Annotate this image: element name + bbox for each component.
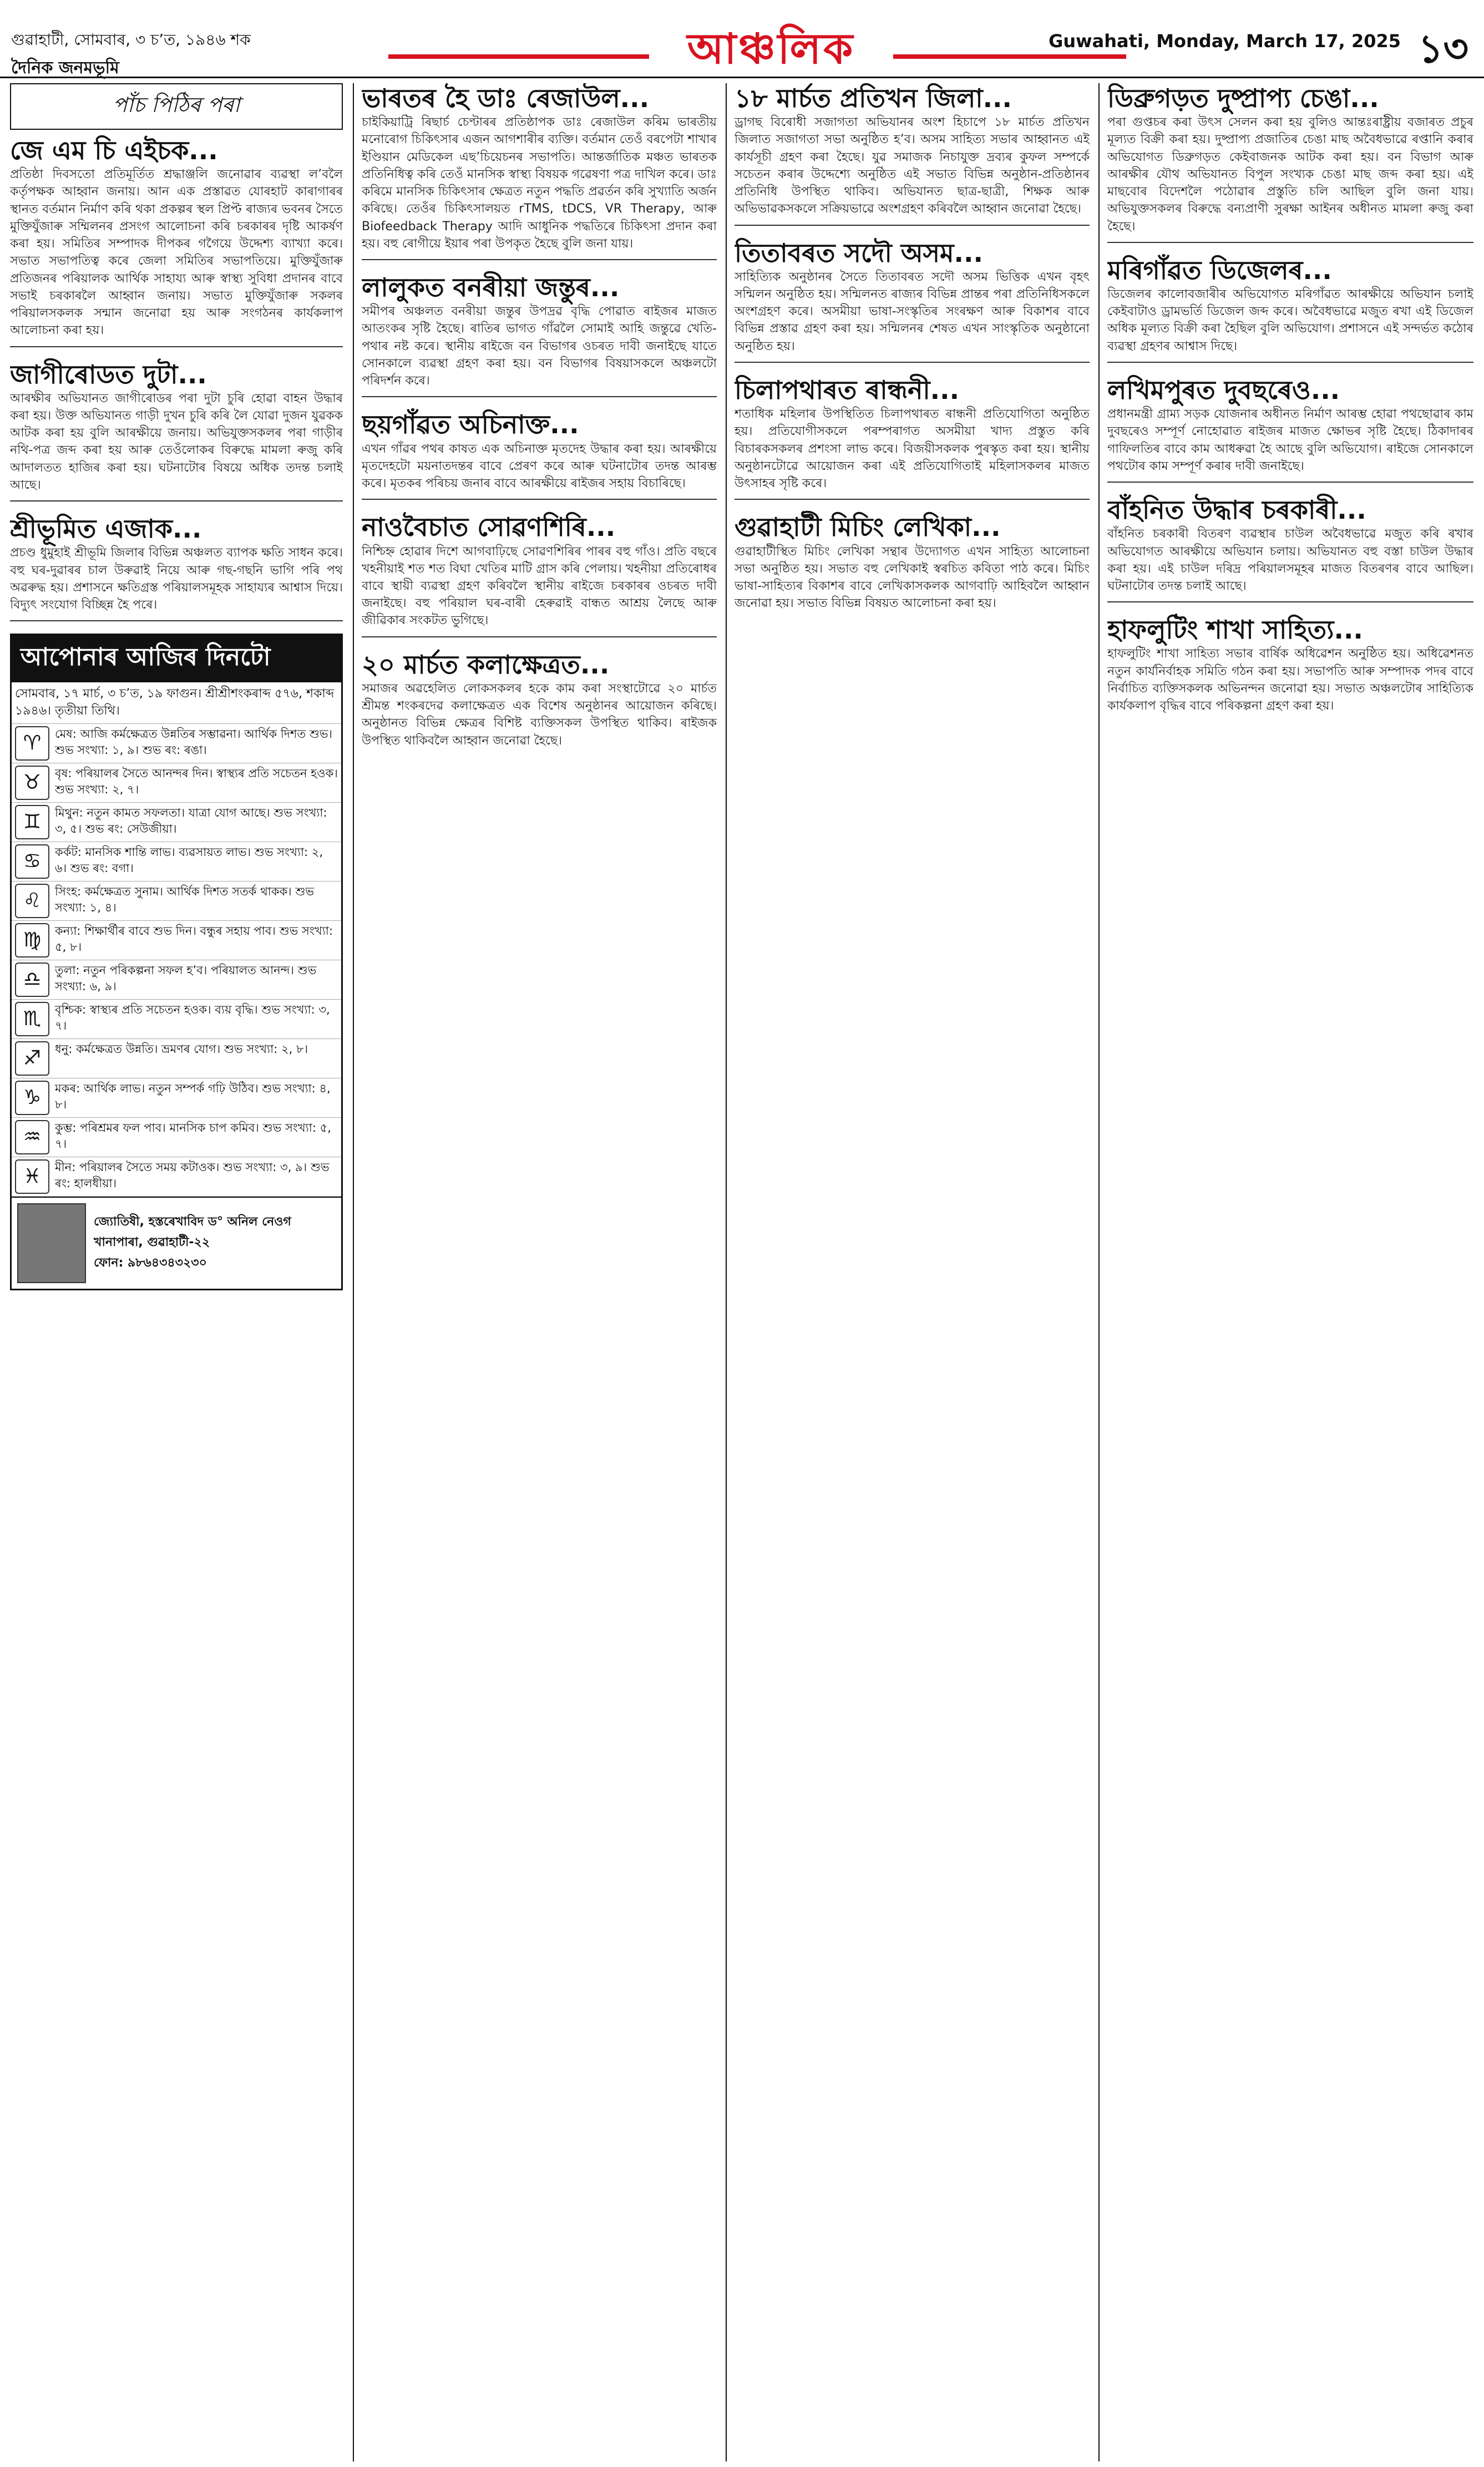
horoscope-item xyxy=(12,1118,341,1157)
zodiac-icon: ♊ xyxy=(15,805,49,839)
article-body: নিশ্চিহ্ন হোৱাৰ দিশে আগবাঢ়িছে সোৱণশিৰিৰ পাৰৰ বহু গাঁও। প্ৰতি বছৰে খহনীয়াই শত শত বিঘা খেতিৰ মাটি গ্ৰাস কৰি পেলায়। খহনীয়া প্ৰতিৰোধৰ বাবে স্থায়ী ব্যৱস্থা গ্ৰহণ কৰিবলৈ স্থানীয় ৰাইজে চৰকাৰৰ ওচৰত দাবী জনাইছে। বহু পৰিয়াল ঘৰ-বাৰী হেৰুৱাই বান্ধত আশ্ৰয় লৈছে আৰু জীৱিকাৰ সংকটত ভুগিছে। xyxy=(362,544,717,628)
headline: ২০ মাৰ্চত কলাক্ষেত্ৰত... xyxy=(362,649,610,680)
horoscope-text: সিংহ: কৰ্মক্ষেত্ৰত সুনাম। আৰ্থিক দিশত সতৰ্ক থাকক। শুভ সংখ্যা: ১, ৪। xyxy=(55,884,315,914)
horoscope-text: বৃষ: পৰিয়ালৰ সৈতে আনন্দৰ দিন। স্বাস্থ্যৰ প্ৰতি সচেতন হওক। শুভ সংখ্যা: ২, ৭। xyxy=(55,766,338,796)
column-divider xyxy=(1098,83,1100,2461)
horoscope-item xyxy=(12,724,341,763)
article-body: প্ৰধানমন্ত্ৰী গ্ৰাম্য সড়ক যোজনাৰ অধীনত নিৰ্মাণ আৰম্ভ হোৱা পথছোৱাৰ কাম দুবছৰেও সম্পূৰ্ণ নোহোৱাত ৰাইজৰ মাজত ক্ষোভৰ সৃষ্টি হৈছে। ঠিকাদাৰৰ গাফিলতিৰ বাবে কাম আধৰুৱা হৈ আছে বুলি অভিযোগ। ৰাইজে সোনকালে পথটোৰ কাম সম্পূৰ্ণ কৰাৰ দাবী জনাইছে। xyxy=(1107,407,1473,473)
article xyxy=(10,514,343,621)
zodiac-icon: ♒ xyxy=(15,1120,49,1154)
article xyxy=(1107,615,1473,721)
masthead-rule-right xyxy=(893,54,1126,59)
zodiac-icon: ♏ xyxy=(15,1002,49,1036)
zodiac-icon: ♓ xyxy=(15,1159,49,1194)
header-rule xyxy=(0,77,1484,78)
column-1 xyxy=(10,83,343,2461)
article xyxy=(10,359,343,502)
column-divider xyxy=(726,83,727,2461)
article xyxy=(10,135,343,347)
article-body: সমাজৰ অৱহেলিত লোকসকলৰ হকে কাম কৰা সংস্থাটোৱে ২০ মাৰ্চত শ্ৰীমন্ত শংকৰদেৱ কলাক্ষেত্ৰত এক বিশেষ অনুষ্ঠানৰ আয়োজন কৰিছে। অনুষ্ঠানত বিভিন্ন ক্ষেত্ৰৰ বিশিষ্ট ব্যক্তিসকল উপস্থিত থাকিব। ৰাইজক উপস্থিত থাকিবলৈ আহ্বান জনোৱা হৈছে। xyxy=(362,681,717,748)
headline: চিলাপথাৰত ৰান্ধনী... xyxy=(735,374,960,405)
headline: নাওবৈচাত সোৱণশিৰি... xyxy=(362,512,616,543)
astrologer-name: জ্যোতিষী, হস্তৰেখাবিদ ড° অনিল নেওগ xyxy=(94,1215,291,1229)
headline: মৰিগাঁৱত ডিজেলৰ... xyxy=(1107,255,1332,285)
headline: ১৮ মাৰ্চত প্ৰতিখন জিলা... xyxy=(735,83,1012,113)
astrologer-address: খানাপাৰা, গুৱাহাটী-২২ xyxy=(94,1235,210,1250)
horoscope-text: ধনু: কৰ্মক্ষেত্ৰত উন্নতি। ভ্ৰমণৰ যোগ। শুভ সংখ্যা: ২, ৮। xyxy=(55,1042,308,1056)
horoscope-text: কুম্ভ: পৰিশ্ৰমৰ ফল পাব। মানসিক চাপ কমিব। শুভ সংখ্যা: ৫, ৭। xyxy=(55,1121,331,1151)
horoscope-item xyxy=(12,960,341,1000)
article xyxy=(1107,255,1473,363)
horoscope-text: তুলা: নতুন পৰিকল্পনা সফল হ’ব। পৰিয়ালত আনন্দ। শুভ সংখ্যা: ৬, ৯। xyxy=(55,963,317,993)
horoscope-box xyxy=(10,634,343,1290)
zodiac-icon: ♍ xyxy=(15,923,49,958)
headline: ভাৰতৰ হৈ ডাঃ ৰেজাউল... xyxy=(362,83,650,113)
column-4 xyxy=(1107,83,1473,2461)
horoscope-item xyxy=(12,803,341,842)
article-body: প্ৰতিষ্ঠা দিবসতো প্ৰতিমূৰ্তিত শ্ৰদ্ধাঞ্জলি জনোৱাৰ ব্যৱস্থা ল’বলৈ কৰ্তৃপক্ষক আহ্বান জনায়। আন এক প্ৰস্তাৱত যোৰহাট কাৰাগাৰৰ স্থানত বৰ্তমান নিৰ্মাণ কৰি থকা প্ৰকল্পৰ স্থল প্ৰিপ্ট ৰাজ্যৰ ভবনৰ সৈতে মুক্তিযুঁজাৰু সম্মিলনৰ প্ৰসংগ আলোচনা কৰি চৰকাৰৰ দৃষ্টি আকৰ্ষণ কৰা হয়। সমিতিৰ সম্পাদক দীপকৰ গগৈয়ে উদ্দেশ্য ব্যাখ্যা কৰে। সভাত সভাপতিত্ব কৰে জেলা সমিতিৰ সভাপতিয়ে। মুক্তিযুঁজাৰু প্ৰতিজনৰ পৰিয়ালক আৰ্থিক সাহায্য আৰু স্বাস্থ্য সুবিধা প্ৰদানৰ বাবে সভাই চৰকাৰলৈ আহ্বান জনায়। সভাত মুক্তিযুঁজাৰু সকলৰ পৰিয়ালসকলক সন্মান জনোৱা হয় আৰু সংগঠনৰ কাৰ্যকলাপ আলোচনা কৰা হয়। xyxy=(10,168,343,338)
article-body: চাইকিয়াট্ৰি ৰিছাৰ্চ চেণ্টাৰৰ প্ৰতিষ্ঠাপক ডাঃ ৰেজাউল কৰিম ভাৰতীয় মনোৰোগ চিকিৎসাৰ এজন আগশাৰীৰ ব্যক্তি। বৰ্তমান তেওঁ বৰপেটা শাখাৰ ইণ্ডিয়ান মেডিকেল এছ’চিয়েচনৰ সভাপতি। আন্তৰ্জাতিক মঞ্চত ভাৰতক প্ৰতিনিধিত্ব কৰি তেওঁ মানসিক স্বাস্থ্য বিষয়ক গৱেষণা পত্ৰ দাখিল কৰে। ডাঃ কৰিমে মানসিক চিকিৎসাৰ ক্ষেত্ৰত নতুন পদ্ধতি প্ৰৱৰ্তন কৰি সুখ্যাতি অৰ্জন কৰিছে। তেওঁৰ চিকিৎসালয়ত rTMS, tDCS, VR Therapy, আৰু Biofeedback Therapy আদি আধুনিক পদ্ধতিৰে চিকিৎসা প্ৰদান কৰা হয়। বহু ৰোগীয়ে ইয়াৰ পৰা উপকৃত হৈছে বুলি জনা যায়। xyxy=(362,115,717,251)
article-body: আৰক্ষীৰ অভিযানত জাগীৰোডৰ পৰা দুটা চুৰি হোৱা বাহন উদ্ধাৰ কৰা হয়। উক্ত অভিযানত গাড়ী দুখন চুৰি কৰি লৈ যোৱা দুজন যুৱকক আটক কৰা হয় বুলি আৰক্ষীয়ে জনায়। অভিযুক্তসকলৰ পৰা গাড়ীৰ নথি-পত্ৰ জব্দ কৰা হয় আৰু তেওঁলোকৰ বিৰুদ্ধে মামলা ৰুজু কৰি আদালতত হাজিৰ কৰা হয়। ঘটনাটোৰ বিষয়ে অধিক তদন্ত চলাই আছে। xyxy=(10,391,343,492)
zodiac-icon: ♌ xyxy=(15,884,49,918)
article xyxy=(1107,83,1473,243)
article-body: প্ৰচণ্ড ধুমুহাই শ্ৰীভূমি জিলাৰ বিভিন্ন অঞ্চলত ব্যাপক ক্ষতি সাধন কৰে। বহু ঘৰ-দুৱাৰৰ চাল উৰুৱাই নিয়ে আৰু গছ-গছনি ভাগি পৰি পথ অৱৰুদ্ধ হয়। প্ৰশাসনে ক্ষতিগ্ৰস্ত পৰিয়ালসমূহক সাহায্যৰ আশ্বাস দিয়ে। বিদ্যুৎ সংযোগ বিচ্ছিন্ন হৈ পৰে। xyxy=(10,546,343,612)
article xyxy=(362,272,717,397)
zodiac-icon: ♑ xyxy=(15,1081,49,1115)
article xyxy=(362,650,717,756)
article xyxy=(735,375,1090,500)
horoscope-text: মিথুন: নতুন কামত সফলতা। যাত্ৰা যোগ আছে। শুভ সংখ্যা: ৩, ৫। শুভ ৰং: সেউজীয়া। xyxy=(55,806,327,835)
column-divider xyxy=(353,83,354,2461)
horoscope-item xyxy=(12,763,341,803)
astrologer-photo xyxy=(17,1203,86,1283)
headline: হাফলুটিং শাখা সাহিত্য... xyxy=(1107,615,1363,645)
article xyxy=(1107,375,1473,483)
astrologer-phone: ফোন: ৯৮৬৪৩৪৩২৩০ xyxy=(94,1256,207,1270)
horoscope-title: আপোনাৰ আজিৰ দিনটো xyxy=(12,635,341,682)
article-body: সাহিত্যিক অনুষ্ঠানৰ সৈতে তিতাবৰত সদৌ অসম ভিত্তিক এখন বৃহৎ সন্মিলন অনুষ্ঠিত হয়। সন্মিলনত ৰাজ্যৰ বিভিন্ন প্ৰান্তৰ পৰা প্ৰতিনিধিসকলে অংশগ্ৰহণ কৰে। অসমীয়া ভাষা-সংস্কৃতিৰ সংৰক্ষণ আৰু বিকাশৰ বাবে বিভিন্ন প্ৰস্তাৱ গ্ৰহণ কৰা হয়। সন্মিলনৰ শেষত এখন সাংস্কৃতিক অনুষ্ঠানো অনুষ্ঠিত হয়। xyxy=(735,270,1090,353)
headline: জাগীৰোডত দুটা... xyxy=(10,359,207,389)
horoscope-item xyxy=(12,1039,341,1078)
masthead-rule-left xyxy=(388,54,649,59)
horoscope-text: মীন: পৰিয়ালৰ সৈতে সময় কটাওক। শুভ সংখ্যা: ৩, ৯। শুভ ৰং: হালধীয়া। xyxy=(55,1160,330,1190)
article xyxy=(362,512,717,637)
zodiac-icon: ♉ xyxy=(15,766,49,800)
horoscope-item xyxy=(12,1000,341,1039)
headline: গুৱাহাটী মিচিং লেখিকা... xyxy=(735,512,1001,543)
column-2 xyxy=(362,83,717,2461)
headline: বাঁহনিত উদ্ধাৰ চৰকাৰী... xyxy=(1107,495,1366,525)
article-body: ড্ৰাগছ বিৰোধী সজাগতা অভিযানৰ অংশ হিচাপে ১৮ মাৰ্চত প্ৰতিখন জিলাত সজাগতা সভা অনুষ্ঠিত হ’ব। অসম সাহিত্য সভাৰ আহ্বানত এই কাৰ্যসূচী গ্ৰহণ কৰা হৈছে। যুৱ সমাজক নিচাযুক্ত দ্ৰব্যৰ কুফল সম্পৰ্কে সচেতন কৰাৰ উদ্দেশ্যে অনুষ্ঠিত এই সভাত বিভিন্ন অনুষ্ঠান-প্ৰতিষ্ঠানৰ প্ৰতিনিধি উপস্থিত থাকিব। অভিযানত ছাত্ৰ-ছাত্ৰী, শিক্ষক আৰু অভিভাৱকসকলে সক্ৰিয়ভাৱে অংশগ্ৰহণ কৰিবলৈ আহ্বান জনোৱা হৈছে। xyxy=(735,115,1090,216)
article-body: গুৱাহাটীস্থিত মিচিং লেখিকা সন্থাৰ উদ্যোগত এখন সাহিত্য আলোচনা সভা অনুষ্ঠিত হয়। সভাত বহু লেখিকাই স্বৰচিত কবিতা পাঠ কৰে। মিচিং ভাষা-সাহিত্যৰ বিকাশৰ বাবে লেখিকাসকলক আগবাঢ়ি আহিবলৈ আহ্বান জনোৱা হয়। সভাত বিভিন্ন বিষয়ত আলোচনা কৰা হয়। xyxy=(735,544,1090,611)
article xyxy=(1107,495,1473,602)
article-body: ডিজেলৰ কালোবজাৰীৰ অভিযোগত মৰিগাঁৱত আৰক্ষীয়ে অভিযান চলাই কেইবাটাও ড্ৰামভৰ্তি ডিজেল জব্দ কৰে। অবৈধভাৱে মজুত ৰখা এই ডিজেল অধিক মূল্যত বিক্ৰী কৰা হৈছিল বুলি অভিযোগ। প্ৰশাসনে এই সন্দৰ্ভত কঠোৰ ব্যৱস্থা গ্ৰহণৰ আশ্বাস দিছে। xyxy=(1107,287,1473,353)
masthead: আঞ্চলিক xyxy=(687,24,855,73)
zodiac-icon: ♎ xyxy=(15,963,49,997)
astrologer-block xyxy=(12,1197,341,1289)
horoscope-text: মকৰ: আৰ্থিক লাভ। নতুন সম্পৰ্ক গঢ়ি উঠিব। শুভ সংখ্যা: ৪, ৮। xyxy=(55,1081,331,1111)
headline: ডিব্ৰুগড়ত দুষ্প্ৰাপ্য চেঙা... xyxy=(1107,83,1379,113)
section-heading: পাঁচ পিঠিৰ পৰা xyxy=(10,83,343,130)
dateline-english: Guwahati, Monday, March 17, 2025 xyxy=(1049,31,1401,52)
horoscope-text: মেষ: আজি কৰ্মক্ষেত্ৰত উন্নতিৰ সম্ভাৱনা। আৰ্থিক দিশত শুভ। শুভ সংখ্যা: ১, ৯। শুভ ৰং: ৰঙা। xyxy=(55,727,333,757)
horoscope-item xyxy=(12,1078,341,1118)
article xyxy=(735,238,1090,363)
zodiac-icon: ♐ xyxy=(15,1041,49,1076)
article-body: হাফলুটিং শাখা সাহিত্য সভাৰ বাৰ্ষিক অধিৱেশন অনুষ্ঠিত হয়। অধিৱেশনত নতুন কাৰ্যনিৰ্বাহক সমিতি গঠন কৰা হয়। সভাপতি আৰু সম্পাদক পদৰ বাবে নিৰ্বাচিত ব্যক্তিসকলক অভিনন্দন জনোৱা হয়। সভাত অঞ্চলটোৰ সাহিত্যিক কাৰ্যকলাপ বৃদ্ধিৰ বাবে পৰিকল্পনা গ্ৰহণ কৰা হয়। xyxy=(1107,647,1473,713)
article xyxy=(735,83,1090,226)
article xyxy=(362,409,717,500)
horoscope-item xyxy=(12,1157,341,1197)
horoscope-text: কৰ্কট: মানসিক শান্তি লাভ। ব্যৱসায়ত লাভ। শুভ সংখ্যা: ২, ৬। শুভ ৰং: বগা। xyxy=(55,845,323,875)
article-body: শতাধিক মহিলাৰ উপস্থিতিত চিলাপথাৰত ৰান্ধনী প্ৰতিযোগিতা অনুষ্ঠিত হয়। প্ৰতিযোগীসকলে পৰম্পৰাগত অসমীয়া খাদ্য প্ৰস্তুত কৰি বিচাৰকসকলৰ প্ৰশংসা লাভ কৰে। বিজয়ীসকলক পুৰস্কৃত কৰা হয়। স্থানীয় অনুষ্ঠানটোৱে আয়োজন কৰা এই প্ৰতিযোগিতাই মহিলাসকলৰ মাজত উৎসাহৰ সৃষ্টি কৰে। xyxy=(735,407,1090,491)
horoscope-item xyxy=(12,842,341,882)
headline: শ্ৰীভূমিত এজাক... xyxy=(10,514,202,544)
article-body: পৰা গুপ্তচৰ কৰা উৎস সেলন কৰা হয় বুলিও আন্তঃৰাষ্ট্ৰীয় বজাৰত প্ৰচুৰ মূল্যত বিক্ৰী কৰা হয়। দুষ্প্ৰাপ্য প্ৰজাতিৰ চেঙা মাছ অবৈধভাৱে ৰপ্তানি কৰাৰ অভিযোগত ডিব্ৰুগড়ত কেইবাজনক আটক কৰা হয়। বন বিভাগ আৰু আৰক্ষীৰ যৌথ অভিযানত বিপুল সংখ্যক চেঙা মাছ জব্দ কৰা হয়। এই মাছবোৰ বিদেশলৈ পঠোৱাৰ প্ৰস্তুতি চলি আছিল বুলি জনা যায়। অভিযুক্তসকলৰ বিৰুদ্ধে বন্যপ্ৰাণী সুৰক্ষা আইনৰ অধীনত মামলা ৰুজু কৰা হৈছে। xyxy=(1107,115,1473,234)
horoscope-text: কন্যা: শিক্ষাৰ্থীৰ বাবে শুভ দিন। বন্ধুৰ সহায় পাব। শুভ সংখ্যা: ৫, ৮। xyxy=(55,924,333,954)
headline: লালুকত বনৰীয়া জন্তুৰ... xyxy=(362,272,620,303)
article-body: এখন গাঁৱৰ পথৰ কাষত এক অচিনাক্ত মৃতদেহ উদ্ধাৰ কৰা হয়। আৰক্ষীয়ে মৃতদেহটো ময়নাতদন্তৰ বাবে প্ৰেৰণ কৰে আৰু ঘটনাটোৰ তদন্ত আৰম্ভ কৰে। মৃতকৰ পৰিচয় জনাৰ বাবে আৰক্ষীয়ে ৰাইজৰ সহায় বিচাৰিছে। xyxy=(362,442,717,491)
zodiac-icon: ♈ xyxy=(15,726,49,761)
page-number: ১৩ xyxy=(1418,26,1468,72)
horoscope-list xyxy=(12,724,341,1197)
article-body: সমীপৰ অঞ্চলত বনৰীয়া জন্তুৰ উপদ্ৰৱ বৃদ্ধি পোৱাত ৰাইজৰ মাজত আতংকৰ সৃষ্টি হৈছে। ৰাতিৰ ভাগত গাঁৱলৈ সোমাই আহি জন্তুৱে খেতি-পথাৰ নষ্ট কৰে। স্থানীয় ৰাইজে বন বিভাগৰ ওচৰত দাবী জনাইছে যাতে সোনকালে ব্যৱস্থা গ্ৰহণ কৰা হয়। বন বিভাগৰ বিষয়াসকলে অঞ্চলটো পৰিদৰ্শন কৰে। xyxy=(362,305,717,388)
article-body: বাঁহনিত চৰকাৰী বিতৰণ ব্যৱস্থাৰ চাউল অবৈধভাৱে মজুত কৰি ৰখাৰ অভিযোগত আৰক্ষীয়ে অভিযান চলায়। অভিযানত বহু বস্তা চাউল উদ্ধাৰ কৰা হয়। এই চাউল দৰিদ্ৰ পৰিয়ালসমূহৰ মাজত বিতৰণৰ বাবে আছিল। ঘটনাটোৰ তদন্ত চলাই আছে। xyxy=(1107,527,1473,593)
headline: তিতাবৰত সদৌ অসম... xyxy=(735,237,983,268)
headline: লখিমপুৰত দুবছৰেও... xyxy=(1107,374,1340,405)
headline: ছয়গাঁৱত অচিনাক্ত... xyxy=(362,409,579,440)
dateline-assamese: গুৱাহাটী, সোমবাৰ, ৩ চ’ত, ১৯৪৬ শক xyxy=(11,31,251,49)
article xyxy=(735,512,1090,619)
zodiac-icon: ♋ xyxy=(15,844,49,879)
horoscope-text: বৃশ্চিক: স্বাস্থ্যৰ প্ৰতি সচেতন হওক। ব্যয় বৃদ্ধি। শুভ সংখ্যা: ৩, ৭। xyxy=(55,1002,330,1032)
paper-name: দৈনিক জনমভূমি xyxy=(11,58,119,78)
horoscope-item xyxy=(12,921,341,960)
horoscope-item xyxy=(12,882,341,921)
headline: জে এম চি এইচক... xyxy=(10,135,218,165)
column-3 xyxy=(735,83,1090,2461)
article xyxy=(362,83,717,260)
horoscope-date: সোমবাৰ, ১৭ মাৰ্চ, ৩ চ’ত, ১৯ ফাগুন। শ্ৰীশ্ৰীশংকৰাব্দ ৫৭৬, শকাব্দ ১৯৪৬। তৃতীয়া তিথি। xyxy=(12,682,341,724)
